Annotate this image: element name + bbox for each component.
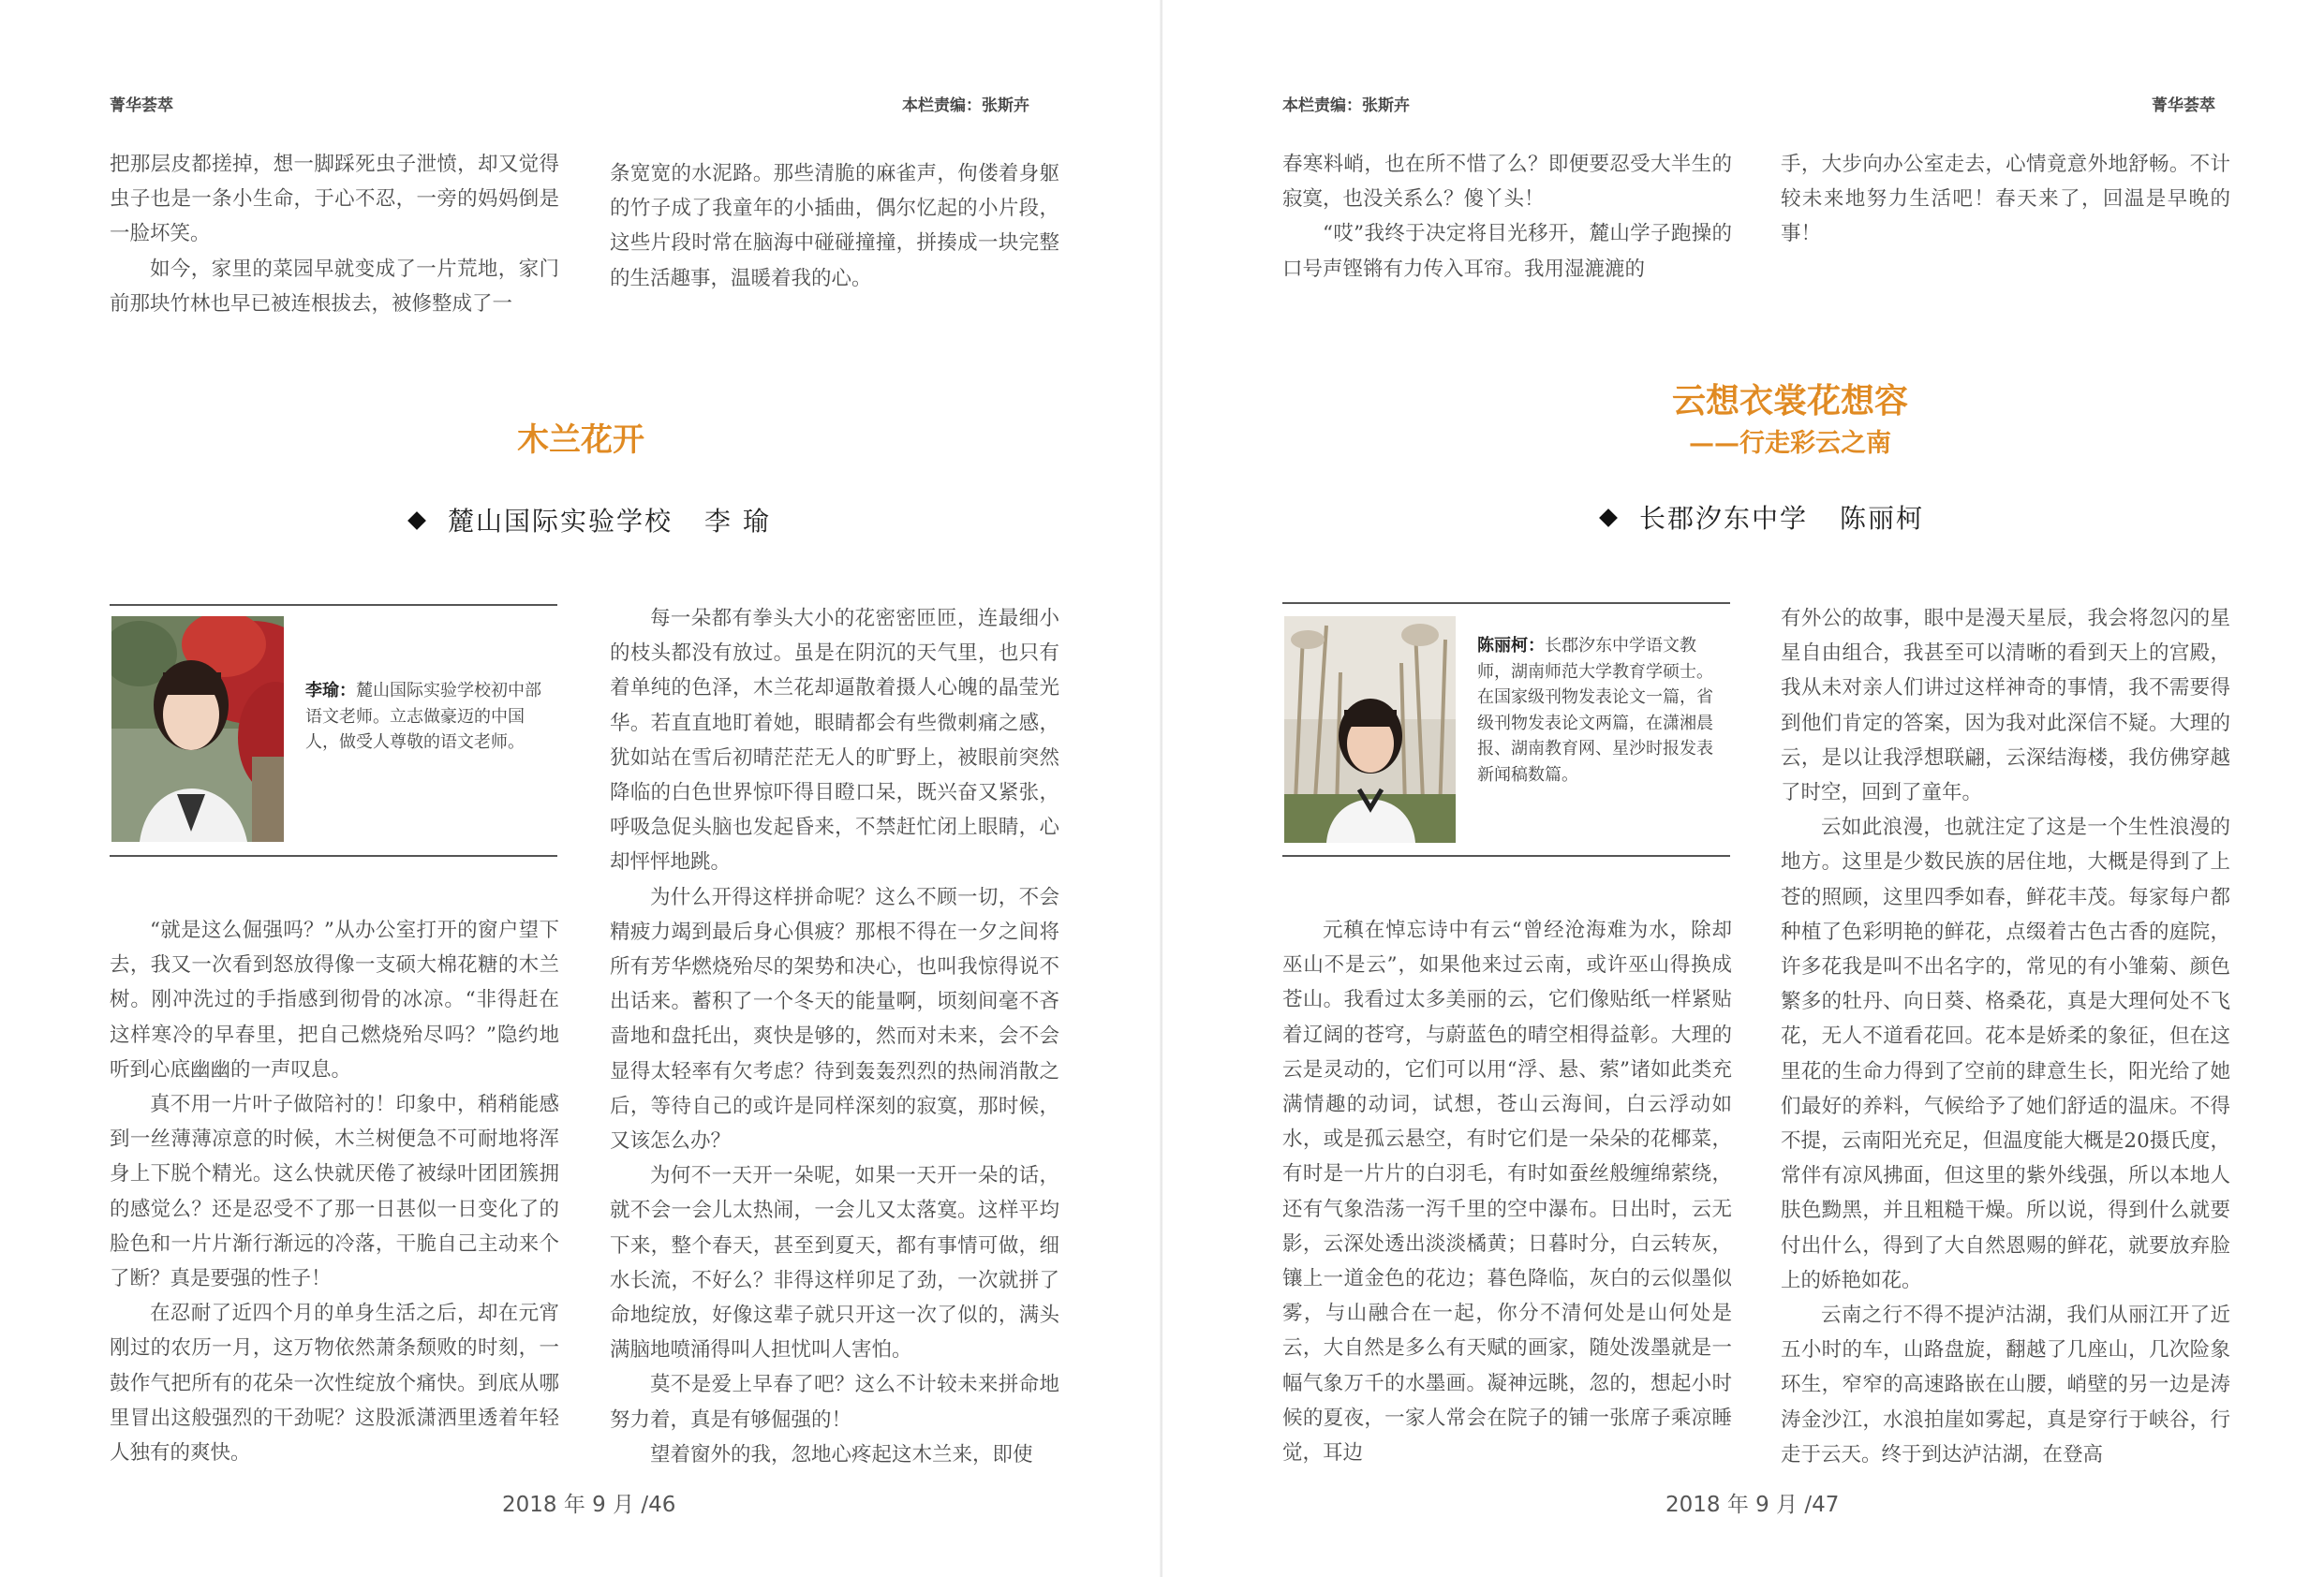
diamond-icon (407, 511, 426, 530)
author-photo-image (1284, 616, 1456, 843)
paragraph: 春寒料峭，也在所不惜了么？即便要忍受大半生的寂寞，也没关系么？傻丫头！ (1282, 153, 1732, 212)
header-editor: 本栏责编：张斯卉 (902, 96, 1029, 115)
paragraph: 手，大步向办公室走去，心情竟意外地舒畅。不计较未来地努力生活吧！春天来了，回温是早晚的事！ (1781, 153, 2230, 246)
paragraph: 条宽宽的水泥路。那些清脆的麻雀声，佝偻着身躯的竹子成了我童年的小插曲，偶尔忆起的小片段，这些片段时常在脑海中碰碰撞撞，拼揍成一块完整的生活趣事，温暖着我的心。 (610, 162, 1059, 290)
header-editor: 本栏责编：张斯卉 (1282, 96, 1410, 115)
continued-text-column-1 (110, 147, 559, 321)
author-bio (305, 678, 551, 756)
body-column-2 (610, 601, 1059, 1472)
bio-bottom-rule (1282, 855, 1730, 857)
body-column-1 (110, 913, 559, 1470)
author-photo (111, 616, 284, 842)
page-number: 2018 年 9 月 /46 (502, 1493, 676, 1517)
author-photo (1284, 616, 1456, 843)
bio-top-rule (110, 604, 557, 606)
article-byline (410, 501, 771, 538)
author-bio (1477, 633, 1723, 788)
article-title: 云想衣裳花想容 (1671, 381, 1908, 420)
paragraph: 为什么开得这样拼命呢？这么不顾一切，不会精疲力竭到最后身心俱疲？那根不得在一夕之间将所有芳华燃烧殆尽的架势和决心，也叫我惊得说不出话来。蓄积了一个冬天的能量啊，顷刻间毫不吝啬地和盘托出，爽快是够的，然而对未来，会不会显得太轻率有欠考虑？待到轰轰烈烈的热闹消散之后，等待自己的或许是同样深刻的寂寞，那时候，又该怎么办？ (610, 885, 1059, 1154)
article-byline (1602, 498, 1924, 536)
bio-bottom-rule (110, 855, 557, 857)
header-column-name: 菁华荟萃 (110, 96, 173, 115)
right-page (1162, 0, 2324, 1577)
paragraph: 如今，家里的菜园早就变成了一片荒地，家门前那块竹林也早已被连根拔去，被修整成了一 (110, 257, 559, 316)
continued-text-column-2 (1781, 147, 2230, 252)
page-number: 2018 年 9 月 /47 (1665, 1493, 1840, 1517)
author-photo-image (111, 616, 284, 842)
paragraph: 为何不一天开一朵呢，如果一天开一朵的话，就不会一会儿太热闹，一会儿又太落寞。这样平均下来，整个春天，甚至到夏天，都有事情可做，细水长流，不好么？非得这样卯足了劲，一次就拼了命地绽放，好像这辈子就只开这一次了似的，满头满脑地喷涌得叫人担忧叫人害怕。 (610, 1164, 1059, 1363)
article-title: 木兰花开 (517, 421, 644, 459)
paragraph: 每一朵都有拳头大小的花密密匝匝，连最细小的枝头都没有放过。虽是在阴沉的天气里，也只有着单纯的色泽，木兰花却逼散着摄人心魄的晶莹光华。若直直地盯着她，眼睛都会有些微刺痛之感，犹如站在雪后初晴茫茫无人的旷野上，被眼前突然降临的白色世界惊吓得目瞪口呆，既兴奋又紧张，呼吸急促头脑也发起昏来，不禁赶忙闭上眼睛，心却怦怦地跳。 (610, 607, 1059, 875)
paragraph: 云南之行不得不提泸沽湖，我们从丽江开了近五小时的车，山路盘旋，翻越了几座山，几次险象环生，窄窄的高速路嵌在山腰，峭壁的另一边是涛涛金沙江，水浪拍崖如雾起，真是穿行于峡谷，行走于云天。终于到达泸沽湖，在登高 (1781, 1304, 2230, 1466)
byline-author: 李 瑜 (704, 506, 771, 537)
bio-text: 长郡汐东中学语文教师，湖南师范大学教育学硕士。在国家级刊物发表论文一篇，省级刊物发表论文两篇，在潇湘晨报、湖南教育网、星沙时报发表新闻稿数篇。 (1477, 636, 1713, 785)
paragraph: 元稹在悼忘诗中有云“曾经沧海难为水，除却巫山不是云”，如果他来过云南，或许巫山得换成苍山。我看过太多美丽的云，它们像贴纸一样紧贴着辽阔的苍穹，与蔚蓝色的晴空相得益彰。大理的云是灵动的，它们可以用“浮、悬、萦”诸如此类充满情趣的动词，试想，苍山云海间，白云浮动如水，或是孤云悬空，有时它们是一朵朵的花椰菜，有时是一片片的白羽毛，有时如蚕丝般缠绵萦绕，还有气象浩荡一泻千里的空中瀑布。日出时，云无影，云深处透出淡淡橘黄；日暮时分，白云转灰，镶上一道金色的花边；暮色降临，灰白的云似墨似雾，与山融合在一起，你分不清何处是山何处是云，大自然是多么有天赋的画家，随处泼墨就是一幅气象万千的水墨画。凝神远眺，忽的，想起小时候的夏夜，一家人常会在院子的铺一张席子乘凉睡觉，耳边 (1282, 919, 1732, 1466)
byline-school: 长郡汐东中学 (1639, 503, 1809, 534)
bio-top-rule (1282, 602, 1730, 604)
diamond-icon (1599, 508, 1618, 527)
paragraph: 莫不是爱上早春了吧？这么不计较未来拼命地努力着，真是有够倔强的！ (610, 1373, 1059, 1432)
paragraph: “哎”我终于决定将目光移开，麓山学子跑操的口号声铿锵有力传入耳帘。我用湿漉漉的 (1282, 222, 1732, 281)
bio-name: 陈丽柯： (1477, 636, 1545, 656)
paragraph: 在忍耐了近四个月的单身生活之后，却在元宵刚过的农历一月，这万物依然萧条颓败的时刻，一鼓作气把所有的花朵一次性绽放个痛快。到底从哪里冒出这般强烈的干劲呢？这股派潇洒里透着年轻人独有的爽快。 (110, 1302, 559, 1466)
body-column-2 (1781, 601, 2230, 1472)
article-subtitle: ——行走彩云之南 (1689, 429, 1891, 458)
paragraph: 云如此浪漫，也就注定了这是一个生性浪漫的地方。这里是少数民族的居住地，大概是得到了上苍的照顾，这里四季如春，鲜花丰茂。每家每户都种植了色彩明艳的鲜花，点缀着古色古香的庭院，许多花我是叫不出名字的，常见的有小雏菊、颜色繁多的牡丹、向日葵、格桑花，真是大理何处不飞花，无人不道看花回。花本是娇柔的象征，但在这里花的生命力得到了空前的肆意生长，阳光给了她们最好的养料，气候给予了她们舒适的温床。不得不提，云南阳光充足，但温度能大概是20摄氏度，常伴有凉风拂面，但这里的紫外线强，所以本地人肤色黝黑，并且粗糙干燥。所以说，得到什么就要付出什么，得到了大自然恩赐的鲜花，就要放弃脸上的娇艳如花。 (1781, 816, 2230, 1292)
bio-text: 麓山国际实验学校初中部语文老师。立志做豪迈的中国人，做受人尊敬的语文老师。 (305, 681, 541, 752)
continued-text-column-1 (1282, 147, 1732, 287)
continued-text-column-2 (610, 156, 1059, 296)
byline-school: 麓山国际实验学校 (448, 506, 674, 537)
header-column-name: 菁华荟萃 (2152, 96, 2215, 115)
body-column-1 (1282, 913, 1732, 1470)
byline-author: 陈丽柯 (1840, 503, 1925, 534)
paragraph: 把那层皮都搓掉，想一脚踩死虫子泄愤，却又觉得虫子也是一条小生命，于心不忍，一旁的妈妈倒是一脸坏笑。 (110, 153, 559, 246)
bio-name: 李瑜： (305, 681, 356, 700)
paragraph: 真不用一片叶子做陪衬的！印象中，稍稍能感到一丝薄薄凉意的时候，木兰树便急不可耐地将浑身上下脱个精光。这么快就厌倦了被绿叶团团簇拥的感觉么？还是忍受不了那一日甚似一日变化了的脸色和一片片渐行渐远的冷落，干脆自己主动来个了断？真是要强的性子！ (110, 1093, 559, 1291)
paragraph: 望着窗外的我，忽地心疼起这木兰来，即使 (650, 1442, 1033, 1466)
paragraph: 有外公的故事，眼中是漫天星辰，我会将忽闪的星星自由组合，我甚至可以清晰的看到天上的宫殿，我从未对亲人们讲过这样神奇的事情，我不需要得到他们肯定的答案，因为我对此深信不疑。大理的云，是以让我浮想联翩，云深结海楼，我仿佛穿越了时空，回到了童年。 (1781, 607, 2230, 805)
paragraph: “就是这么倔强吗？”从办公室打开的窗户望下去，我又一次看到怒放得像一支硕大棉花糖的木兰树。刚冲洗过的手指感到彻骨的冰凉。“非得赶在这样寒冷的早春里，把自己燃烧殆尽吗？”隐约地听到心底幽幽的一声叹息。 (110, 919, 559, 1082)
